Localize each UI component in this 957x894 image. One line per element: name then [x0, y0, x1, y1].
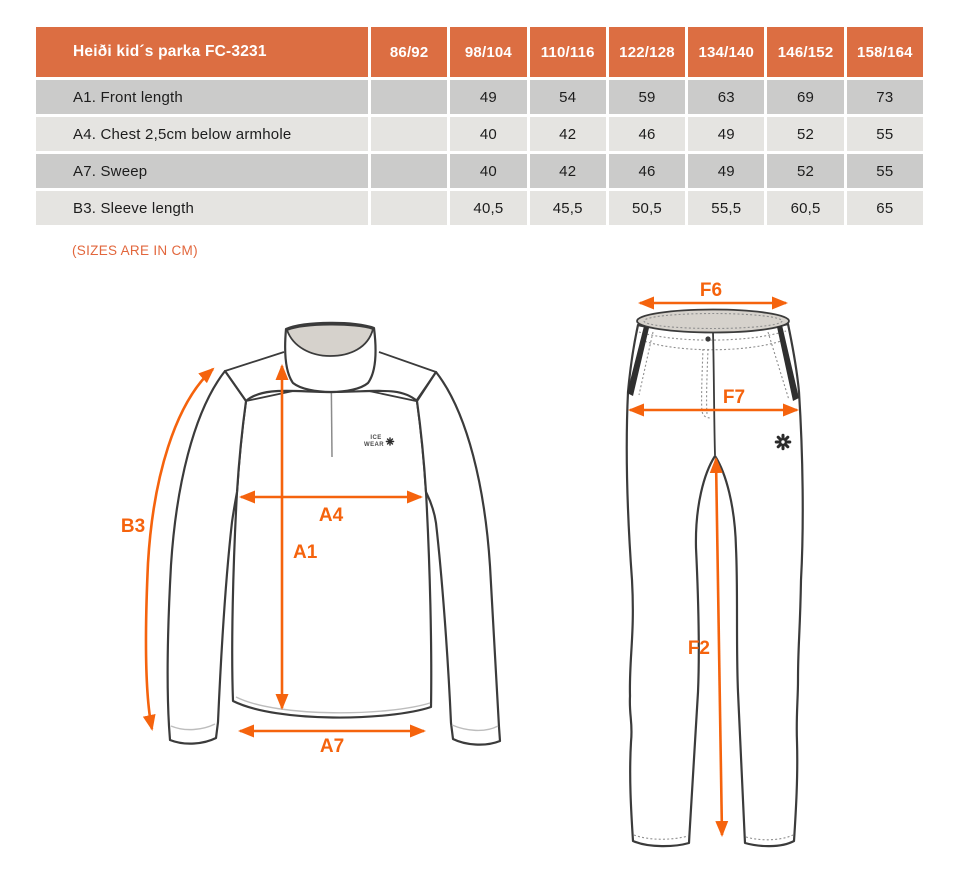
size-column-header: 146/152 — [767, 27, 843, 77]
pants-diagram — [598, 280, 850, 880]
measurement-value — [371, 154, 447, 188]
f7-label: F7 — [722, 387, 746, 408]
hip-snowflake-icon — [776, 435, 790, 449]
b3-label: B3 — [120, 516, 146, 537]
measurement-row-label: A4. Chest 2,5cm below armhole — [36, 117, 368, 151]
size-column-header: 98/104 — [450, 27, 526, 77]
size-column-header: 158/164 — [847, 27, 923, 77]
measurement-value: 49 — [688, 154, 764, 188]
measurement-value: 65 — [847, 191, 923, 225]
measurement-value: 40 — [450, 117, 526, 151]
a7-label: A7 — [319, 736, 345, 757]
measurement-value: 45,5 — [530, 191, 606, 225]
size-table — [36, 27, 923, 225]
logo-text-wear: WEAR — [364, 442, 384, 448]
measurement-value: 46 — [609, 117, 685, 151]
measurement-value: 40 — [450, 154, 526, 188]
waist-button — [705, 336, 710, 341]
units-note: (SIZES ARE IN CM) — [72, 243, 198, 258]
measurement-value: 42 — [530, 117, 606, 151]
logo-text-ice: ICE — [370, 435, 382, 441]
measurement-value: 42 — [530, 154, 606, 188]
measurement-value — [371, 191, 447, 225]
measurement-value: 50,5 — [609, 191, 685, 225]
measurement-value: 59 — [609, 80, 685, 114]
measurement-row-label: A1. Front length — [36, 80, 368, 114]
measurement-value: 49 — [450, 80, 526, 114]
logo-snowflake-icon — [386, 438, 393, 445]
f6-label: F6 — [699, 280, 723, 301]
a4-label: A4 — [318, 505, 344, 526]
size-column-header: 110/116 — [530, 27, 606, 77]
measurement-row-label: A7. Sweep — [36, 154, 368, 188]
sweater-diagram — [85, 285, 545, 765]
measurement-value: 49 — [688, 117, 764, 151]
measurement-value — [371, 80, 447, 114]
measurement-value: 55 — [847, 117, 923, 151]
measurement-value: 60,5 — [767, 191, 843, 225]
measurement-value — [371, 117, 447, 151]
size-column-header: 122/128 — [609, 27, 685, 77]
table-title: Heiði kid´s parka FC-3231 — [36, 27, 368, 77]
measurement-value: 54 — [530, 80, 606, 114]
measurement-value: 40,5 — [450, 191, 526, 225]
a1-label: A1 — [293, 542, 318, 563]
size-column-header: 86/92 — [371, 27, 447, 77]
f2-label: F2 — [687, 638, 710, 659]
measurement-value: 63 — [688, 80, 764, 114]
measurement-value: 55 — [847, 154, 923, 188]
measurement-value: 55,5 — [688, 191, 764, 225]
f6-arrow — [640, 280, 786, 303]
waistband — [637, 310, 789, 333]
size-column-header: 134/140 — [688, 27, 764, 77]
measurement-row-label: B3. Sleeve length — [36, 191, 368, 225]
measurement-value: 52 — [767, 154, 843, 188]
measurement-value: 46 — [609, 154, 685, 188]
a7-arrow — [240, 731, 424, 757]
measurement-value: 52 — [767, 117, 843, 151]
measurement-value: 73 — [847, 80, 923, 114]
measurement-value: 69 — [767, 80, 843, 114]
